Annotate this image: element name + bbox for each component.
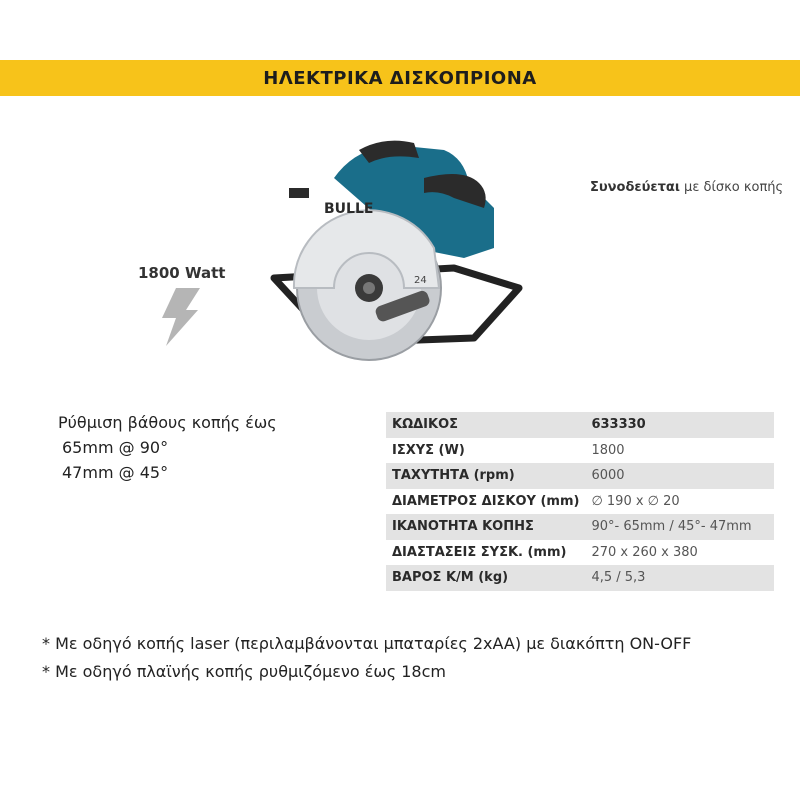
brand-logo: BULLE <box>324 201 374 217</box>
table-row <box>386 412 774 438</box>
spec-key: ΚΩΔΙΚΟΣ <box>386 412 585 438</box>
spec-key: ΙΚΑΝΟΤΗΤΑ ΚΟΠΗΣ <box>386 514 585 540</box>
table-row <box>386 565 774 591</box>
feature-notes <box>42 630 691 686</box>
table-row <box>386 540 774 566</box>
power-label: 1800 Watt <box>138 264 226 282</box>
spec-value: 270 x 260 x 380 <box>591 544 698 560</box>
spec-value: 1800 <box>591 442 625 458</box>
table-row <box>386 489 774 515</box>
spec-key: ΙΣΧΥΣ (W) <box>392 442 465 458</box>
spec-value: 6000 <box>585 463 774 489</box>
spec-key: ΔΙΑΜΕΤΡΟΣ ΔΙΣΚΟΥ (mm) <box>392 493 580 509</box>
spec-value: 4,5 / 5,3 <box>585 565 774 591</box>
table-row <box>386 438 774 464</box>
lightning-bolt-icon <box>158 288 202 346</box>
category-banner <box>0 60 800 96</box>
accessory-note-text: με δίσκο κοπής <box>679 180 784 195</box>
accessory-note <box>590 180 783 195</box>
spec-key: ΤΑΧΥΤΗΤΑ (rpm) <box>386 463 585 489</box>
spec-key: ΔΙΑΣΤΑΣΕΙΣ ΣΥΣΚ. (mm) <box>392 544 567 560</box>
table-row <box>386 463 774 489</box>
cut-depth-90: 65mm @ 90° <box>62 438 169 457</box>
table-row <box>386 514 774 540</box>
spec-value: 90°- 65mm / 45°- 47mm <box>585 514 774 540</box>
note-laser-guide: * Με οδηγό κοπής laser (περιλαμβάνονται μπαταρίες 2xAA) με διακόπτη ON-OFF <box>42 634 692 653</box>
specs-table <box>386 412 774 591</box>
cut-depth-title: Ρύθμιση βάθους κοπής έως <box>58 413 277 432</box>
cut-depth-45: 47mm @ 45° <box>62 463 169 482</box>
spec-value: 633330 <box>585 412 774 438</box>
blade-mark: 24 <box>414 275 427 286</box>
spec-value: ∅ 190 x ∅ 20 <box>591 493 680 509</box>
banner-title: ΗΛΕΚΤΡΙΚΑ ΔΙΣΚΟΠΡΙΟΝΑ <box>263 67 537 89</box>
circular-saw-icon <box>264 138 534 368</box>
note-side-guide: * Με οδηγό πλαϊνής κοπής ρυθμιζόμενο έως 18cm <box>42 662 446 681</box>
accessory-note-bold: Συνοδεύεται <box>590 180 680 195</box>
spec-key: ΒΑΡΟΣ Κ/Μ (kg) <box>386 565 585 591</box>
cut-depth-info <box>58 410 277 485</box>
